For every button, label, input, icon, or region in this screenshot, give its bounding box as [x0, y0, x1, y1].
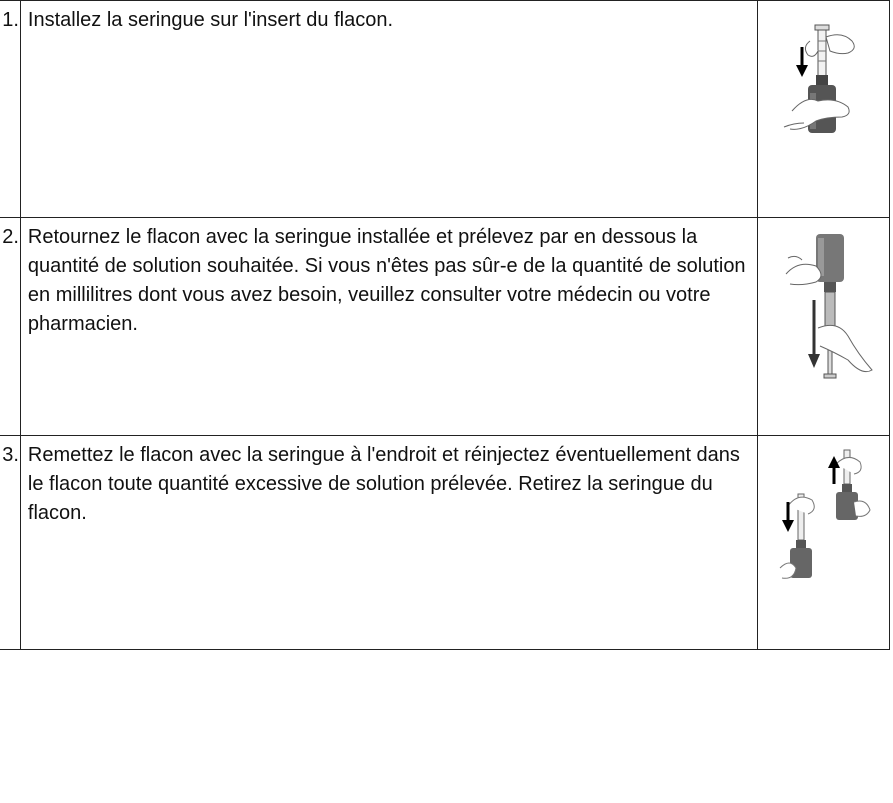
step-row	[0, 436, 890, 650]
step-number: 2.	[0, 218, 20, 436]
step-row	[0, 218, 890, 436]
syringe-insert-illustration	[757, 1, 889, 218]
step-text: Installez la seringue sur l'insert du flacon.	[20, 1, 757, 218]
step-text: Remettez le flacon avec la seringue à l'endroit et réinjectez éventuellement dans le flacon toute quantité excessive de solution prélevée. Retirez la seringue du flacon.	[20, 436, 757, 650]
step-number: 3.	[0, 436, 20, 650]
withdraw-solution-illustration	[757, 218, 889, 436]
step-text: Retournez le flacon avec la seringue installée et prélevez par en dessous la quantité de solution souhaitée. Si vous n'êtes pas sûr-e de la quantité de solution en millilitres dont vous avez besoin, veuillez consulter votre médecin ou votre pharmacien.	[20, 218, 757, 436]
step-row	[0, 1, 890, 218]
step-number: 1.	[0, 1, 20, 218]
reinject-remove-illustration	[757, 436, 889, 650]
